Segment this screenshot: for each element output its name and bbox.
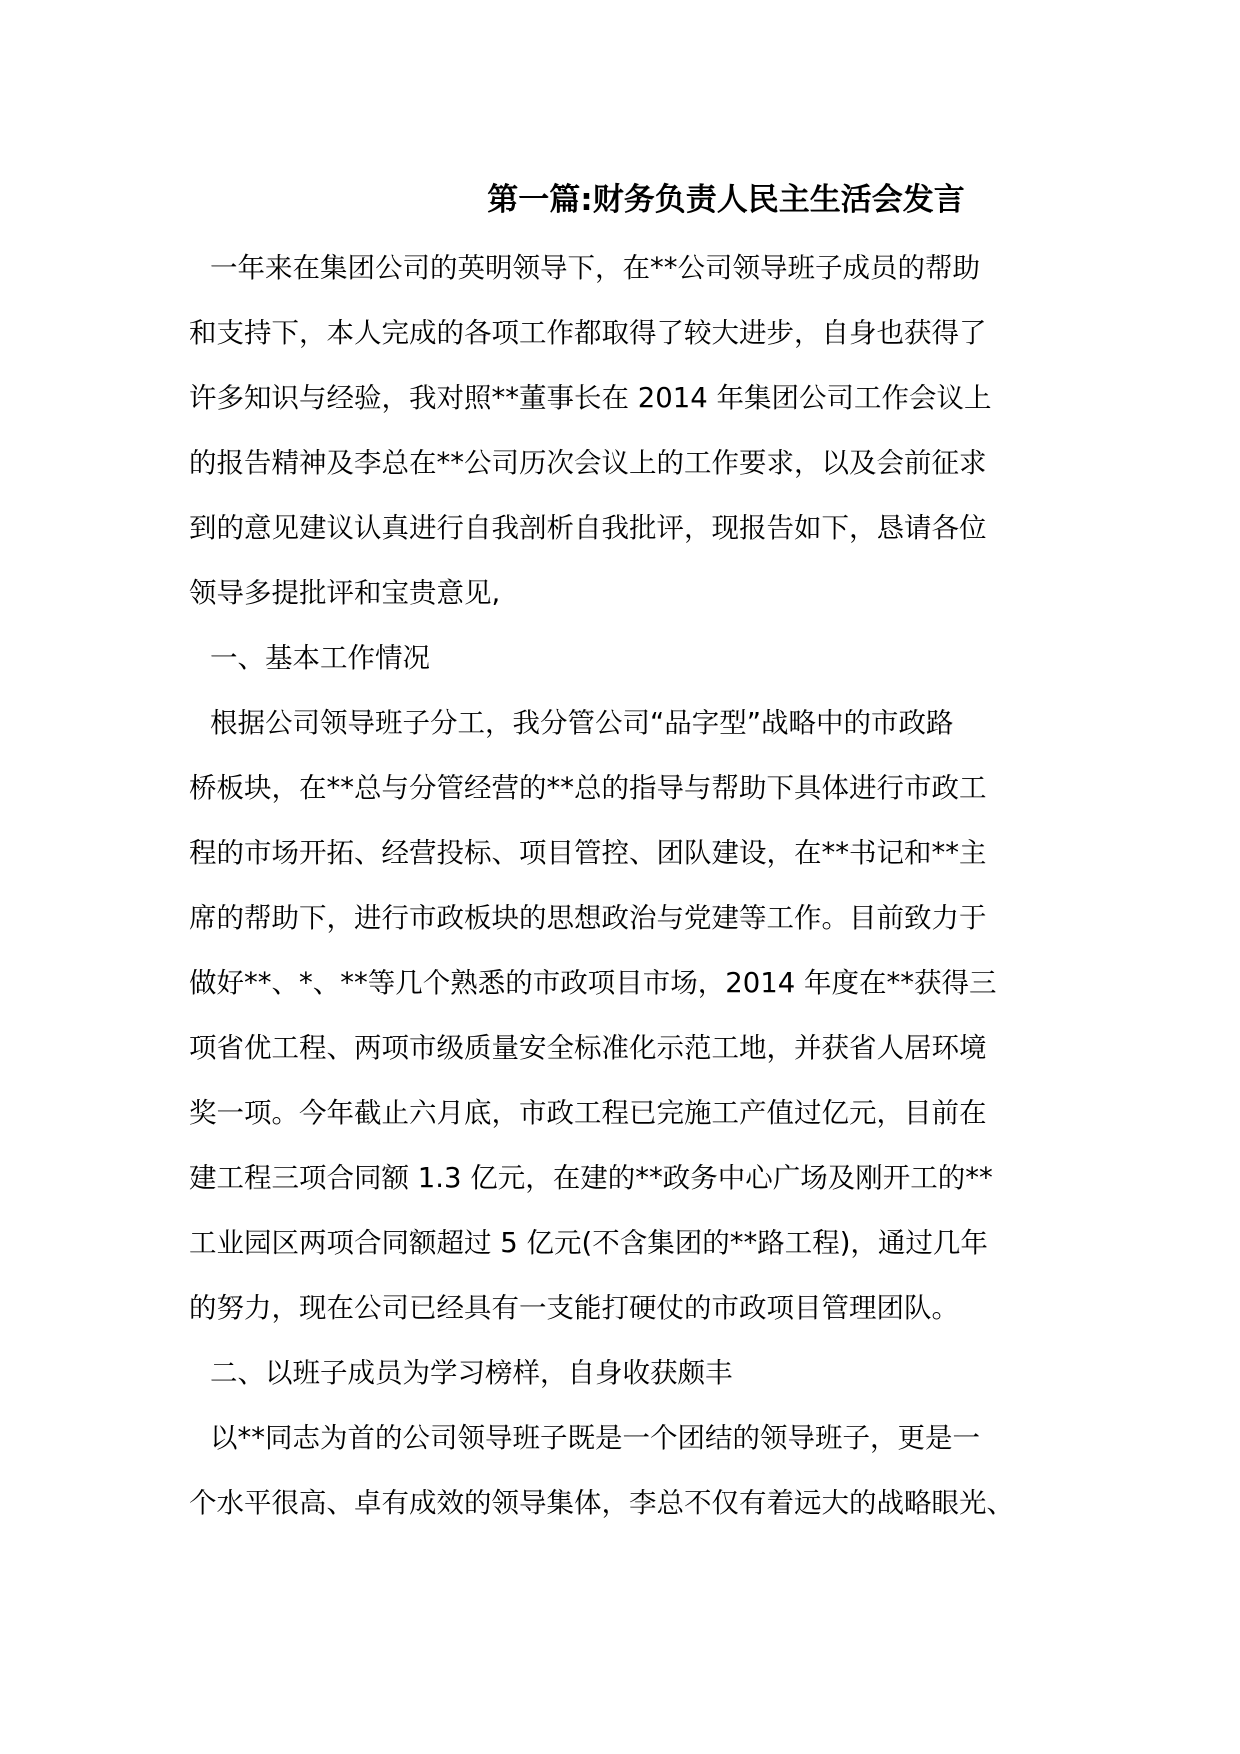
- body-line: 一年来在集团公司的英明领导下，在**公司领导班子成员的帮助: [210, 252, 980, 284]
- document-title: 第一篇:财务负责人民主生活会发言: [487, 182, 965, 218]
- section-heading: 二、以班子成员为学习榜样，自身收获颇丰: [210, 1357, 733, 1389]
- section-heading: 一、基本工作情况: [210, 642, 430, 674]
- body-line: 根据公司领导班子分工，我分管公司“品字型”战略中的市政路: [210, 707, 954, 739]
- body-line: 到的意见建议认真进行自我剖析自我批评，现报告如下，恳请各位: [189, 512, 987, 544]
- body-line: 席的帮助下，进行市政板块的思想政治与党建等工作。目前致力于: [189, 902, 987, 934]
- body-line: 许多知识与经验，我对照**董事长在 2014 年集团公司工作会议上: [189, 382, 992, 414]
- body-line: 奖一项。今年截止六月底，市政工程已完施工产值过亿元，目前在: [189, 1097, 987, 1129]
- body-line: 工业园区两项合同额超过 5 亿元(不含集团的**路工程)，通过几年: [189, 1227, 988, 1259]
- body-line: 程的市场开拓、经营投标、项目管控、团队建设，在**书记和**主: [189, 837, 987, 869]
- body-line: 以**同志为首的公司领导班子既是一个团结的领导班子，更是一: [210, 1422, 980, 1454]
- body-line: 项省优工程、两项市级质量安全标准化示范工地，并获省人居环境: [189, 1032, 987, 1064]
- body-line: 桥板块，在**总与分管经营的**总的指导与帮助下具体进行市政工: [189, 772, 987, 804]
- document-body: [189, 236, 1069, 1536]
- body-line: 做好**、*、**等几个熟悉的市政项目市场，2014 年度在**获得三: [189, 967, 997, 999]
- body-line: 和支持下，本人完成的各项工作都取得了较大进步，自身也获得了: [189, 317, 987, 349]
- body-line: 个水平很高、卓有成效的领导集体，李总不仅有着远大的战略眼光、: [189, 1487, 1014, 1519]
- body-line: 的报告精神及李总在**公司历次会议上的工作要求，以及会前征求: [189, 447, 987, 479]
- body-line: 领导多提批评和宝贵意见,: [189, 577, 501, 609]
- body-line: 建工程三项合同额 1.3 亿元，在建的**政务中心广场及刚开工的**: [189, 1162, 993, 1194]
- body-line: 的努力，现在公司已经具有一支能打硬仗的市政项目管理团队。: [189, 1292, 959, 1324]
